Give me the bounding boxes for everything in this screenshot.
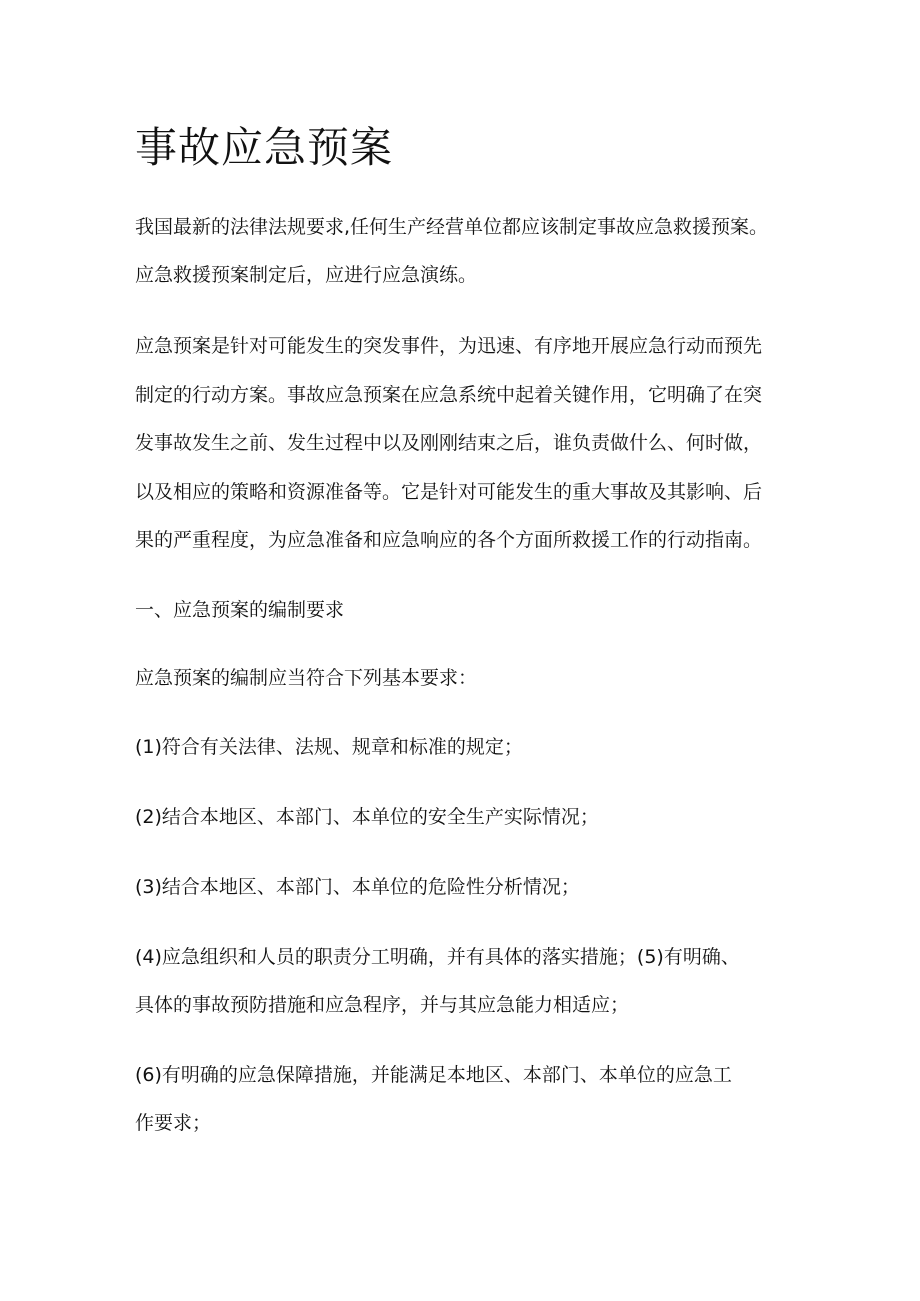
requirement-4-5-line-1: (4)应急组织和人员的职责分工明确，并有具体的落实措施；(5)有明确、: [135, 946, 740, 968]
definition-line-3: 发事故发生之前、发生过程中以及刚刚结束之后，谁负责做什么、何时做，: [135, 432, 763, 454]
section-heading: 一、应急预案的编制要求: [135, 599, 345, 621]
requirement-6-line-1: (6)有明确的应急保障措施，并能满足本地区、本部门、本单位的应急工: [135, 1064, 732, 1086]
document-title: 事故应急预案: [135, 123, 394, 172]
requirement-3: (3)结合本地区、本部门、本单位的危险性分析情况；: [135, 876, 580, 898]
requirements-intro: 应急预案的编制应当符合下列基本要求：: [135, 667, 478, 689]
requirement-6-line-2: 作要求；: [135, 1112, 212, 1134]
requirement-2: (2)结合本地区、本部门、本单位的安全生产实际情况；: [135, 806, 599, 828]
definition-line-5: 果的严重程度，为应急准备和应急响应的各个方面所救援工作的行动指南。: [135, 529, 763, 551]
definition-line-4: 以及相应的策略和资源准备等。它是针对可能发生的重大事故及其影响、后: [135, 481, 763, 503]
definition-line-2: 制定的行动方案。事故应急预案在应急系统中起着关键作用，它明确了在突: [135, 384, 763, 406]
definition-line-1: 应急预案是针对可能发生的突发事件，为迅速、有序地开展应急行动而预先: [135, 335, 763, 357]
requirement-1: (1)符合有关法律、法规、规章和标准的规定；: [135, 736, 523, 758]
requirement-4-5-line-2: 具体的事故预防措施和应急程序，并与其应急能力相适应；: [135, 994, 630, 1016]
intro-line-1: 我国最新的法律法规要求,任何生产经营单位都应该制定事故应急救援预案。: [135, 216, 769, 238]
intro-line-2: 应急救援预案制定后，应进行应急演练。: [135, 264, 478, 286]
